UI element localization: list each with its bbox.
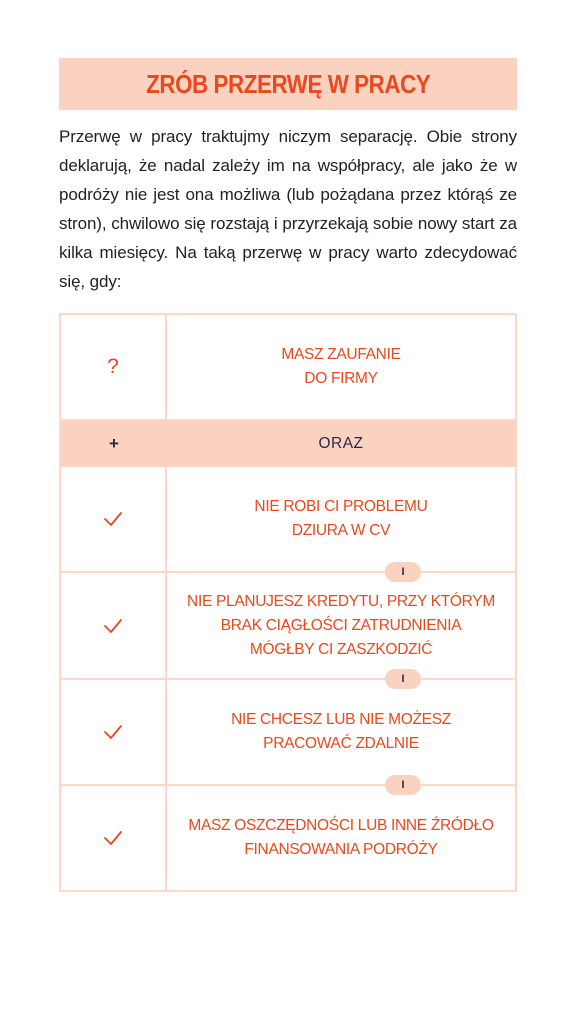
and-connector-badge: I: [385, 562, 421, 582]
condition-line: NIE PLANUJESZ KREDYTU, PRZY KTÓRYM: [187, 592, 495, 610]
condition-text-cell: [167, 786, 515, 890]
condition-line: MÓGŁBY CI ZASZKODZIĆ: [249, 640, 433, 658]
question-line-1: MASZ ZAUFANIE: [281, 346, 401, 363]
and-label-cell: [167, 421, 515, 467]
condition-line: BRAK CIĄGŁOŚCI ZATRUDNIENIA: [220, 616, 462, 634]
plus-cell: [61, 421, 167, 467]
condition-row: [61, 573, 515, 680]
check-cell: [61, 573, 167, 678]
condition-row: [61, 786, 515, 890]
condition-line: DZIURA W CV: [291, 522, 391, 539]
condition-row: [61, 467, 515, 573]
condition-line: NIE CHCESZ LUB NIE MOŻESZ: [231, 711, 451, 728]
and-band-row: [61, 421, 515, 467]
question-text-cell: [167, 315, 515, 419]
question-mark-icon: ?: [107, 355, 119, 378]
condition-row: [61, 680, 515, 786]
check-cell: [61, 680, 167, 784]
and-connector-badge: I: [385, 669, 421, 689]
and-label: ORAZ: [318, 435, 364, 452]
page-title: ZRÓB PRZERWĘ W PRACY: [145, 68, 431, 99]
checkmark-icon: [103, 722, 123, 742]
checkmark-icon: [103, 509, 123, 529]
check-cell: [61, 467, 167, 571]
intro-paragraph: Przerwę w pracy traktujmy niczym separację. Obie strony deklarują, że nadal zależy im na współpracy, ale jako że w podróży nie jest ona możliwa (lub pożądana przez którąś ze stron), chwilowo się rozstają i przyrzekają sobie nowy start za kilka miesięcy. Na taką przerwę w pracy warto zdecydować się, gdy:: [59, 127, 517, 291]
condition-line: MASZ OSZCZĘDNOŚCI LUB INNE ŹRÓDŁO: [188, 817, 494, 834]
conditions-table: [59, 313, 517, 892]
and-connector-badge: I: [385, 775, 421, 795]
checkmark-icon: [103, 616, 123, 636]
condition-text-cell: [167, 680, 515, 784]
condition-line: FINANSOWANIA PODRÓŻY: [244, 841, 438, 858]
check-cell: [61, 786, 167, 890]
question-symbol-cell: [61, 315, 167, 419]
question-row: [61, 315, 515, 421]
page-header: [59, 58, 517, 110]
plus-icon: +: [109, 434, 119, 453]
checkmark-icon: [103, 828, 123, 848]
condition-text-cell: [167, 573, 515, 678]
condition-line: NIE ROBI CI PROBLEMU: [254, 498, 428, 515]
condition-text-cell: [167, 467, 515, 571]
condition-line: PRACOWAĆ ZDALNIE: [263, 735, 419, 752]
question-line-2: DO FIRMY: [304, 370, 378, 387]
